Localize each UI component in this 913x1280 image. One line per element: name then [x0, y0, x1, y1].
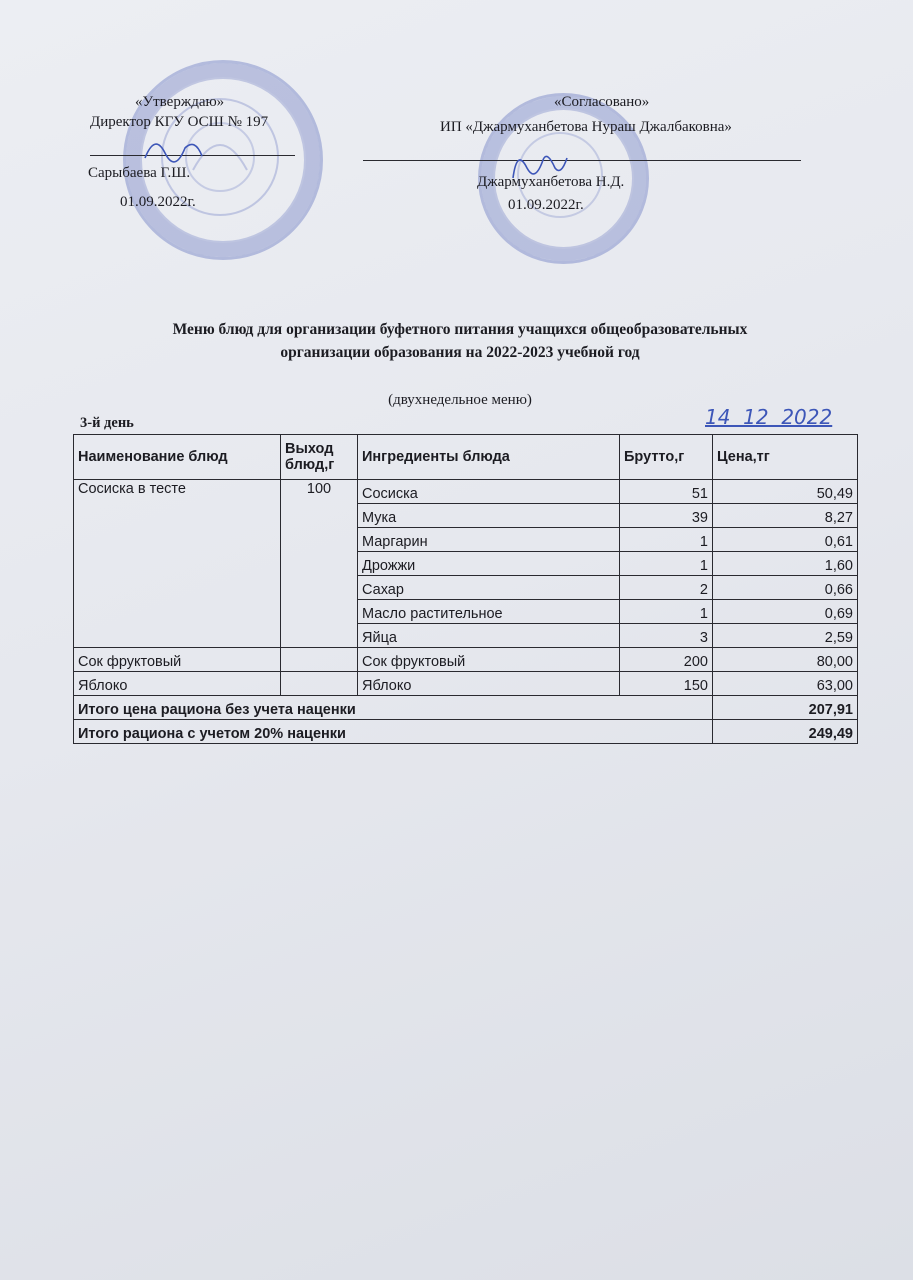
agreed-label: «Согласовано» — [554, 94, 650, 110]
dish-yield: 100 — [281, 480, 358, 648]
document-title-line2: организации образования на 2022-2023 учебной год — [280, 344, 640, 361]
menu-table — [73, 434, 858, 744]
ingredient: Мука — [358, 504, 620, 528]
ingredient: Яйца — [358, 624, 620, 648]
header-ingredients: Ингредиенты блюда — [358, 435, 620, 480]
header-gross: Брутто,г — [620, 435, 713, 480]
ingredient: Сок фруктовый — [358, 648, 620, 672]
gross: 1 — [620, 600, 713, 624]
price: 0,61 — [713, 528, 858, 552]
price: 2,59 — [713, 624, 858, 648]
gross: 51 — [620, 480, 713, 504]
price: 8,27 — [713, 504, 858, 528]
dish-name: Сок фруктовый — [74, 648, 281, 672]
handwritten-date: 14 12 2022 — [705, 405, 833, 429]
document-subtitle: (двухнедельное меню) — [388, 392, 532, 408]
total-row-no-markup — [74, 696, 858, 720]
approved-label: «Утверждаю» — [135, 94, 225, 110]
ingredient: Масло растительное — [358, 600, 620, 624]
table-row — [74, 648, 858, 672]
gross: 200 — [620, 648, 713, 672]
signature-line-right — [363, 160, 801, 161]
director-position: Директор КГУ ОСШ № 197 — [90, 114, 269, 130]
header-yield: Выход блюд,г — [281, 435, 358, 480]
table-header-row — [74, 435, 858, 480]
ingredient: Яблоко — [358, 672, 620, 696]
gross: 150 — [620, 672, 713, 696]
table-row — [74, 672, 858, 696]
header-price: Цена,тг — [713, 435, 858, 480]
approved-date: 01.09.2022г. — [120, 194, 196, 210]
gross: 3 — [620, 624, 713, 648]
total-no-markup-label: Итого цена рациона без учета наценки — [74, 696, 713, 720]
director-name: Сарыбаева Г.Ш. — [88, 165, 191, 181]
dish-yield — [281, 672, 358, 696]
signature-right-icon — [505, 138, 575, 188]
ingredient: Маргарин — [358, 528, 620, 552]
price: 50,49 — [713, 480, 858, 504]
ingredient: Сахар — [358, 576, 620, 600]
total-row-markup — [74, 720, 858, 744]
document-title-line1: Меню блюд для организации буфетного питания учащихся общеобразовательных — [172, 321, 748, 338]
total-no-markup-value: 207,91 — [713, 696, 858, 720]
header-dish: Наименование блюд — [74, 435, 281, 480]
day-label: 3-й день — [80, 415, 134, 431]
price: 0,66 — [713, 576, 858, 600]
price: 63,00 — [713, 672, 858, 696]
dish-name: Яблоко — [74, 672, 281, 696]
price: 1,60 — [713, 552, 858, 576]
agreed-date: 01.09.2022г. — [508, 197, 584, 213]
gross: 1 — [620, 528, 713, 552]
gross: 1 — [620, 552, 713, 576]
total-markup-value: 249,49 — [713, 720, 858, 744]
price: 80,00 — [713, 648, 858, 672]
price: 0,69 — [713, 600, 858, 624]
dish-yield — [281, 648, 358, 672]
signature-left-icon — [140, 128, 210, 168]
ingredient: Дрожжи — [358, 552, 620, 576]
total-markup-label: Итого рациона с учетом 20% наценки — [74, 720, 713, 744]
agreed-organization: ИП «Джармуханбетова Нураш Джалбаковна» — [440, 119, 732, 135]
gross: 39 — [620, 504, 713, 528]
dish-name: Сосиска в тесте — [74, 480, 281, 648]
ingredient: Сосиска — [358, 480, 620, 504]
gross: 2 — [620, 576, 713, 600]
agreed-name: Джармуханбетова Н.Д. — [477, 174, 625, 190]
table-row — [74, 480, 858, 504]
